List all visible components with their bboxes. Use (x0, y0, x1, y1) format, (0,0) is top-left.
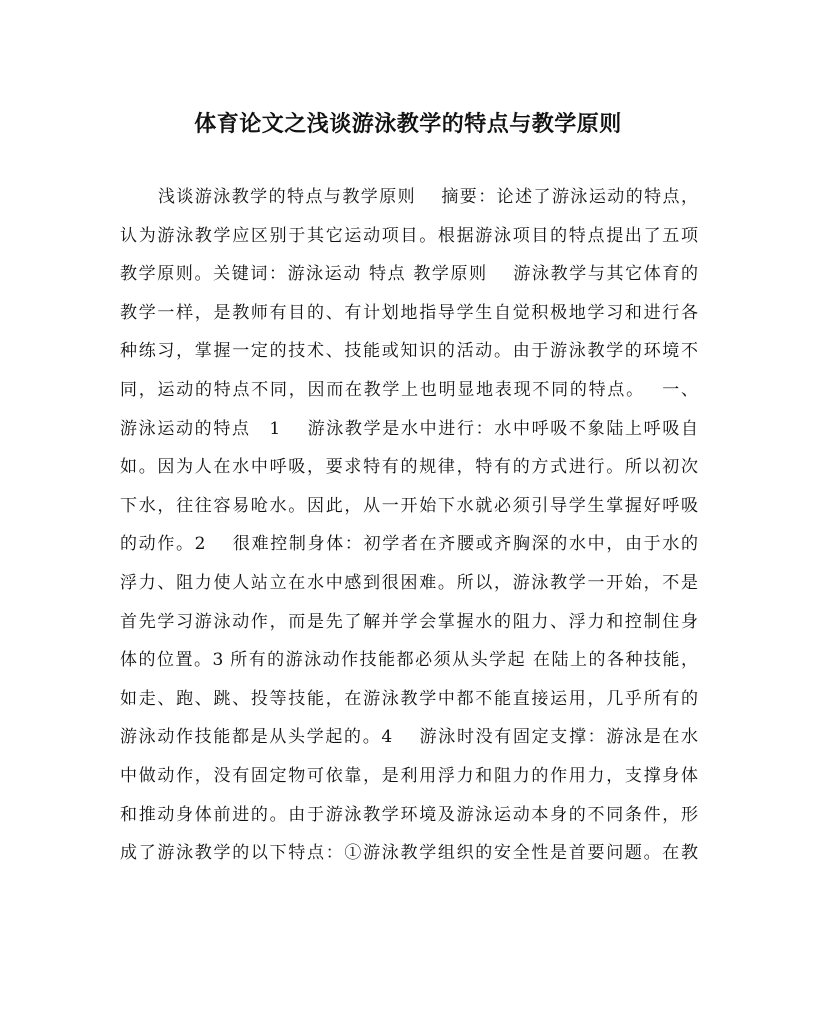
body-line: 如。因为人在水中呼吸，要求特有的规律，特有的方式进行。所以初次 (120, 457, 698, 478)
document-body (120, 178, 698, 873)
body-line: 认为游泳教学应区别于其它运动项目。根据游泳项目的特点提出了五项 (120, 225, 698, 246)
body-line: 游泳动作技能都是从头学起的。4 游泳时没有固定支撑：游泳是在水 (120, 727, 698, 748)
body-line: 浅谈游泳教学的特点与教学原则 摘要：论述了游泳运动的特点， (158, 187, 698, 207)
body-line: 教学一样，是教师有目的、有计划地指导学生自觉积极地学习和进行各 (120, 302, 698, 323)
body-line: 教学原则。关键词：游泳运动 特点 教学原则 游泳教学与其它体育的 (120, 264, 698, 285)
body-line: 中做动作，没有固定物可依靠，是利用浮力和阻力的作用力，支撑身体 (120, 765, 698, 786)
body-line: 下水，往往容易呛水。因此，从一开始下水就必须引导学生掌握好呼吸 (120, 495, 698, 516)
document-title: 体育论文之浅谈游泳教学的特点与教学原则 (194, 111, 622, 137)
body-line: 首先学习游泳动作，而是先了解并学会掌握水的阻力、浮力和控制住身 (120, 611, 698, 632)
body-line: 成了游泳教学的以下特点：①游泳教学组织的安全性是首要问题。在教 (120, 843, 698, 864)
body-line: 种练习，掌握一定的技术、技能或知识的活动。由于游泳教学的环境不 (120, 341, 698, 362)
body-line: 游泳运动的特点 1 游泳教学是水中进行：水中呼吸不象陆上呼吸自 (120, 418, 698, 439)
body-line: 体的位置。3 所有的游泳动作技能都必须从头学起 在陆上的各种技能， (120, 650, 698, 671)
body-line: 浮力、阻力使人站立在水中感到很困难。所以，游泳教学一开始，不是 (120, 572, 698, 593)
body-line: 如走、跑、跳、投等技能，在游泳教学中都不能直接运用，几乎所有的 (120, 688, 698, 709)
body-line: 同，运动的特点不同，因而在教学上也明显地表现不同的特点。 一、 (120, 379, 698, 400)
body-line: 和推动身体前进的。由于游泳教学环境及游泳运动本身的不同条件，形 (120, 804, 698, 825)
body-line: 的动作。2 很难控制身体：初学者在齐腰或齐胸深的水中，由于水的 (120, 534, 698, 555)
